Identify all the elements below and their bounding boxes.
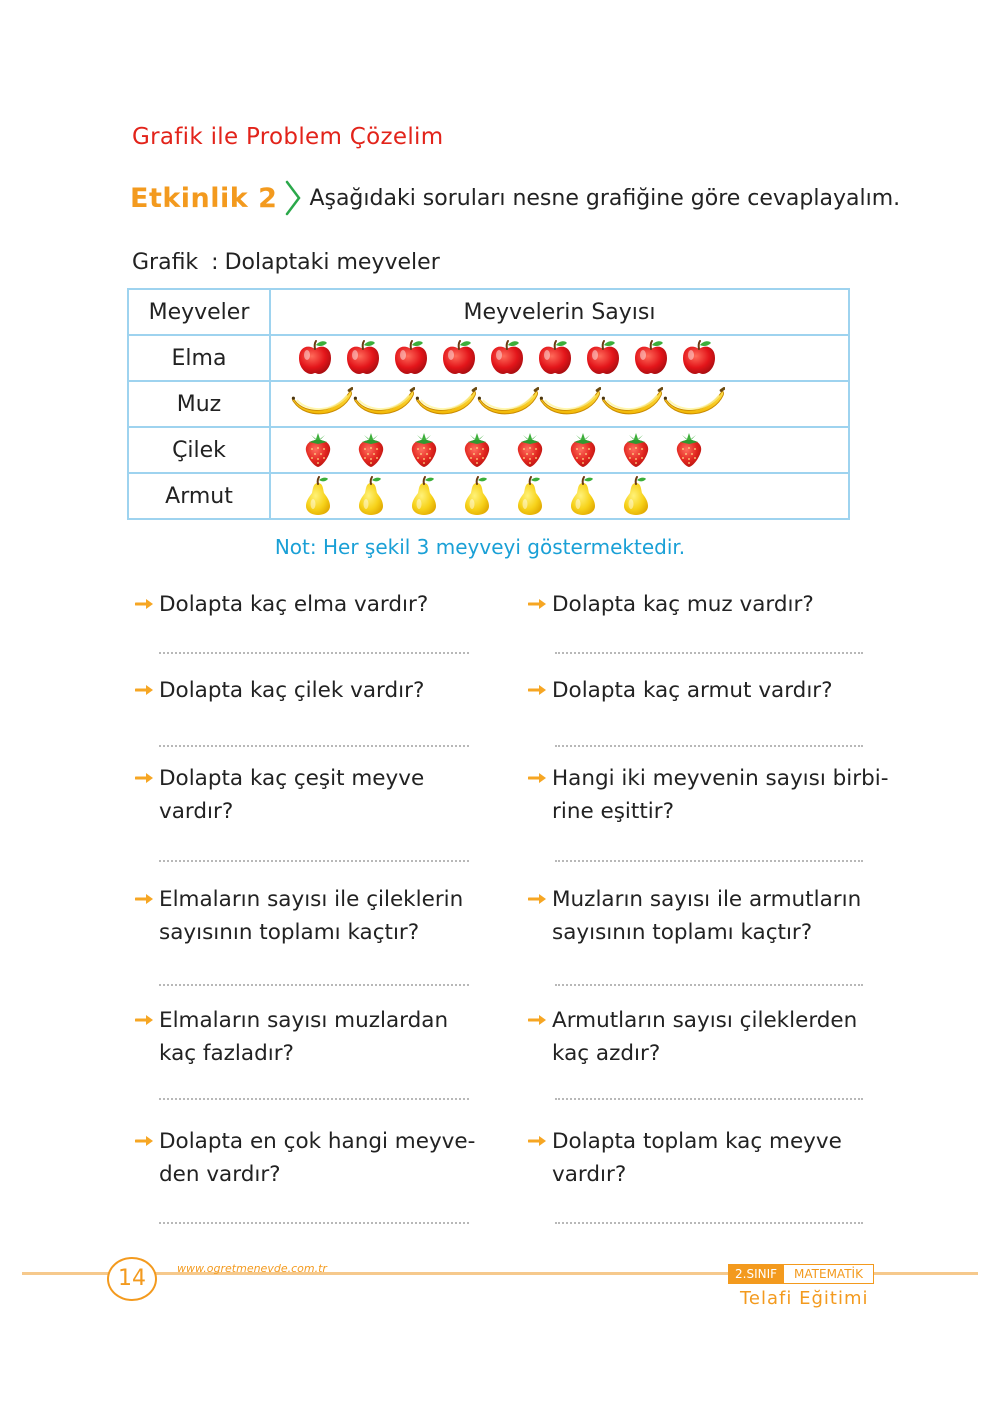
question-text: Dolapta kaç elma vardır? <box>159 592 429 617</box>
arrow-right-icon <box>135 771 155 785</box>
answer-line[interactable] <box>555 652 863 654</box>
apple-icon <box>387 338 435 378</box>
answer-line[interactable] <box>159 984 469 986</box>
answer-line[interactable] <box>555 1222 863 1224</box>
question-text: Dolapta kaç armut vardır? <box>552 678 833 703</box>
arrow-right-icon <box>528 892 548 906</box>
pictograph-table <box>127 288 850 520</box>
legend-note-text: Not: Her şekil 3 meyveyi göstermektedir. <box>274 535 686 559</box>
activity-header <box>130 178 900 218</box>
chevron-right-icon <box>281 178 305 218</box>
section-title: Grafik ile Problem Çözelim <box>132 124 444 150</box>
table-row <box>128 381 849 427</box>
apple-icon <box>435 338 483 378</box>
table-row <box>128 473 849 519</box>
question-10 <box>552 1004 857 1070</box>
question-5 <box>159 762 424 828</box>
banana-icons <box>271 384 848 424</box>
legend-note <box>0 535 1000 559</box>
apple-icon <box>531 338 579 378</box>
question-9 <box>159 1004 448 1070</box>
pear-icon <box>609 476 662 516</box>
website-link[interactable]: www.ogretmenevde.com.tr <box>177 1262 327 1275</box>
activity-label: Etkinlik 2 <box>130 182 278 214</box>
apple-icon <box>483 338 531 378</box>
question-11 <box>159 1125 475 1191</box>
answer-line[interactable] <box>555 984 863 986</box>
strawberry-icon <box>397 430 450 470</box>
apple-icons <box>271 338 848 378</box>
arrow-right-icon <box>135 1013 155 1027</box>
strawberry-icon <box>291 430 344 470</box>
pear-icon <box>503 476 556 516</box>
question-text: Dolapta toplam kaç meyve <box>552 1129 842 1154</box>
strawberry-icon <box>662 430 715 470</box>
grade-label: 2.SINIF <box>728 1264 784 1284</box>
question-4 <box>552 674 833 707</box>
question-text-line2: rine eşittir? <box>552 799 674 824</box>
answer-line[interactable] <box>159 652 469 654</box>
question-text: Dolapta kaç çilek vardır? <box>159 678 425 703</box>
arrow-right-icon <box>135 1134 155 1148</box>
answer-line[interactable] <box>159 1222 469 1224</box>
banana-icon <box>539 384 601 424</box>
strawberry-icon <box>609 430 662 470</box>
row-label-banana: Muz <box>128 381 270 427</box>
question-text: Armutların sayısı çileklerden <box>552 1008 858 1033</box>
pear-icon <box>291 476 344 516</box>
program-title: Telafi Eğitimi <box>740 1288 869 1309</box>
question-text-line2: sayısının toplamı kaçtır? <box>552 920 813 945</box>
arrow-right-icon <box>528 597 548 611</box>
answer-line[interactable] <box>159 1098 469 1100</box>
strawberry-icon <box>344 430 397 470</box>
activity-instruction: Aşağıdaki soruları nesne grafiğine göre cevaplayalım. <box>309 185 901 211</box>
banana-icon <box>415 384 477 424</box>
banana-icon <box>663 384 725 424</box>
graph-caption-prefix: Grafik <box>132 250 199 275</box>
pear-icons <box>271 476 848 516</box>
banana-icon <box>291 384 353 424</box>
apple-icon <box>579 338 627 378</box>
pear-icon <box>450 476 503 516</box>
pear-icon <box>397 476 450 516</box>
strawberry-icon <box>450 430 503 470</box>
question-7 <box>159 883 463 949</box>
question-text-line2: den vardır? <box>159 1162 281 1187</box>
strawberry-icon <box>503 430 556 470</box>
apple-icon <box>291 338 339 378</box>
apple-icon <box>627 338 675 378</box>
question-text: Dolapta kaç çeşit meyve <box>159 766 425 791</box>
question-text-line2: vardır? <box>159 799 234 824</box>
arrow-right-icon <box>528 771 548 785</box>
question-1 <box>159 588 428 621</box>
question-text: Dolapta en çok hangi meyve- <box>159 1129 476 1154</box>
answer-line[interactable] <box>159 745 469 747</box>
arrow-right-icon <box>135 892 155 906</box>
answer-line[interactable] <box>555 745 863 747</box>
banana-icon <box>601 384 663 424</box>
table-row <box>128 427 849 473</box>
column-header-count: Meyvelerin Sayısı <box>270 289 849 335</box>
row-label-pear: Armut <box>128 473 270 519</box>
arrow-right-icon <box>528 1134 548 1148</box>
page-number: 14 <box>107 1257 157 1301</box>
question-8 <box>552 883 861 949</box>
answer-line[interactable] <box>159 860 469 862</box>
course-badge <box>728 1264 874 1284</box>
question-3 <box>159 674 424 707</box>
question-2 <box>552 588 814 621</box>
arrow-right-icon <box>135 597 155 611</box>
answer-line[interactable] <box>555 860 863 862</box>
question-text: Elmaların sayısı muzlardan <box>159 1008 449 1033</box>
row-label-apple: Elma <box>128 335 270 381</box>
arrow-right-icon <box>528 1013 548 1027</box>
question-text-line2: kaç azdır? <box>552 1041 661 1066</box>
question-text: Elmaların sayısı ile çileklerin <box>159 887 464 912</box>
row-label-strawberry: Çilek <box>128 427 270 473</box>
table-header-row <box>128 289 849 335</box>
graph-caption-colon: : <box>211 250 219 275</box>
question-text-line2: vardır? <box>552 1162 627 1187</box>
question-text: Muzların sayısı ile armutların <box>552 887 862 912</box>
apple-icon <box>675 338 723 378</box>
question-text: Dolapta kaç muz vardır? <box>552 592 814 617</box>
column-header-fruits: Meyveler <box>128 289 270 335</box>
question-12 <box>552 1125 842 1191</box>
question-text-line2: kaç fazladır? <box>159 1041 294 1066</box>
apple-icon <box>339 338 387 378</box>
banana-icon <box>353 384 415 424</box>
strawberry-icon <box>556 430 609 470</box>
arrow-right-icon <box>135 683 155 697</box>
banana-icon <box>477 384 539 424</box>
answer-line[interactable] <box>555 1098 863 1100</box>
subject-label: MATEMATİK <box>784 1264 874 1284</box>
pear-icon <box>556 476 609 516</box>
strawberry-icons <box>271 430 848 470</box>
graph-caption <box>132 250 446 275</box>
question-6 <box>552 762 888 828</box>
arrow-right-icon <box>528 683 548 697</box>
question-text: Hangi iki meyvenin sayısı birbi- <box>552 766 889 791</box>
question-text-line2: sayısının toplamı kaçtır? <box>159 920 420 945</box>
table-row <box>128 335 849 381</box>
pear-icon <box>344 476 397 516</box>
graph-caption-title: Dolaptaki meyveler <box>224 250 440 275</box>
